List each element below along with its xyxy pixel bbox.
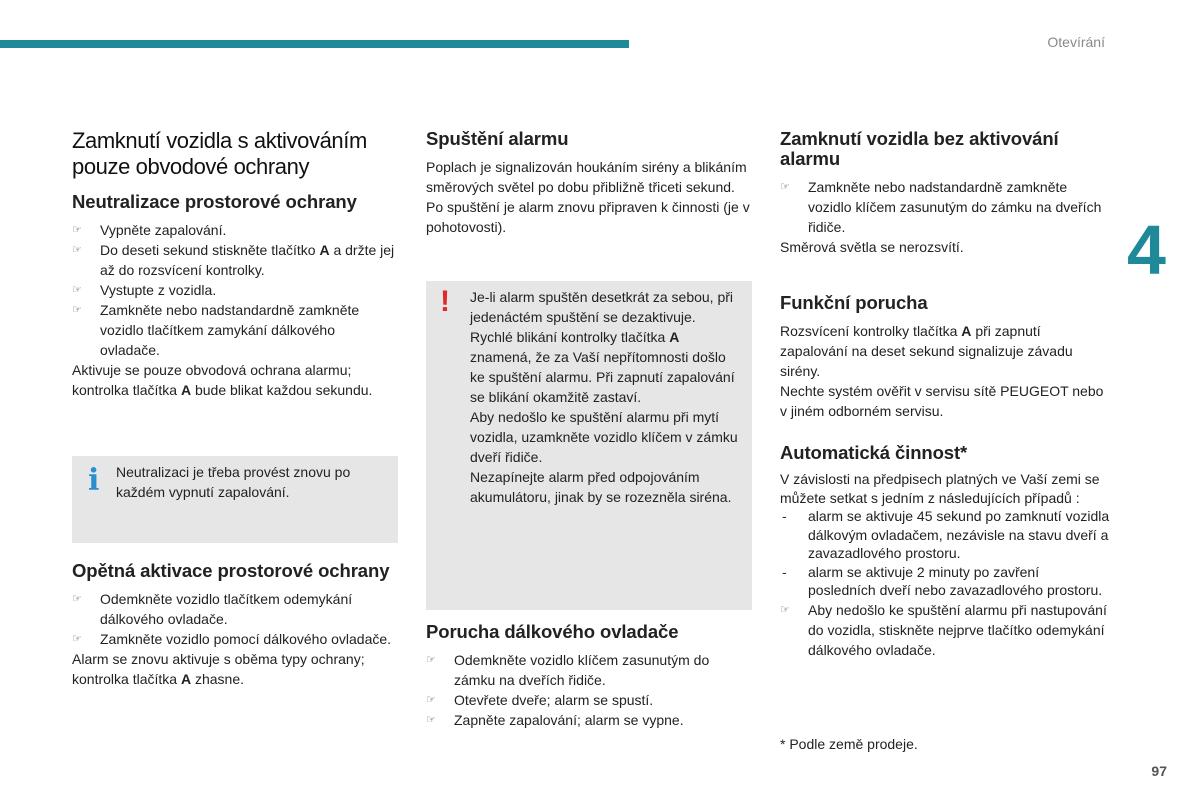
pointing-hand-icon: ☞ [426,714,436,726]
list-item: ☞ Vystupte z vozidla. [72,282,217,298]
dash-bullet: - [782,508,787,524]
page-title: Zamknutí vozidla s aktivováním pouze obvodové ochrany [72,128,367,179]
list-item: - alarm se aktivuje 45 sekund po zamknutí vozidla dálkovým ovladačem, nezávisle na stavu dveří a zavazadlového prostoru. [782,508,1110,561]
list-item: ☞ Zapněte zapalování; alarm se vypne. [426,712,684,728]
remote-fault-heading: Porucha dálkového ovladače [426,621,679,642]
malfunction-text-1: Rozsvícení kontrolky tlačítka A při zapnutí zapalování na deset sekund signalizuje závadu sirény. [780,323,1073,379]
pointing-hand-icon: ☞ [72,224,82,236]
list-item: ☞ Zamkněte nebo nadstandardně zamkněte vozidlo tlačítkem zamykání dálkového ovladače. [72,302,360,358]
list-item: ☞ Vypněte zapalování. [72,222,227,238]
automatic-intro: V závislosti na předpisech platných ve Vaší zemi se můžete setkat s jedním z následujících případů : [780,471,1100,506]
section-title: Otevírání [1047,34,1105,50]
pointing-hand-icon: ☞ [780,181,790,193]
list-item: ☞ Zamkněte nebo nadstandardně zamkněte vozidlo klíčem zasunutým do zámku na dveřích řidiče. [780,179,1102,235]
header-accent-bar [0,40,629,48]
alarm-trigger-text-2: Po spuštění je alarm znovu připraven k činnosti (je v pohotovosti). [426,199,750,235]
malfunction-heading: Funkční porucha [780,292,928,313]
chapter-number: 4 [1127,211,1166,289]
footnote: * Podle země prodeje. [780,736,918,752]
pointing-hand-icon: ☞ [426,694,436,706]
pointing-hand-icon: ☞ [426,654,436,666]
dash-bullet: - [782,563,787,580]
automatic-heading: Automatická činnost* [780,442,968,463]
pointing-hand-icon: ☞ [72,304,82,316]
neutralization-note: Aktivuje se pouze obvodová ochrana alarmu; kontrolka tlačítka A bude blikat každou sekundu. [72,362,373,398]
pointing-hand-icon: ☞ [72,633,82,645]
info-icon: i [88,463,100,498]
list-item: ☞ Otevřete dveře; alarm se spustí. [426,692,654,708]
info-box-text: Neutralizaci je třeba provést znovu po každém vypnutí zapalování. [116,464,351,500]
alarm-trigger-heading: Spuštění alarmu [426,128,569,149]
list-item: ☞ Aby nedošlo ke spuštění alarmu při nastupování do vozidla, stiskněte nejprve tlačítko odemykání dálkového ovladače. [780,601,1107,658]
neutralization-heading: Neutralizace prostorové ochrany [72,191,357,212]
warning-box-text: Je-li alarm spuštěn desetkrát za sebou, při jedenáctém spuštění se dezaktivuje. Rychlé blikání kontrolky tlačítka A znamená, že za Vaší nepřítomnosti došlo ke spuštění alarmu. Při zapnutí zapalování se blikání okamžitě zastaví. Aby nedošlo ke spuštění alarmu při mytí vozidla, uzamkněte vozidlo klíčem v zámku dveří řidiče. Nezapínejte alarm před odpojováním akumulátoru, jinak by se rozezněla siréna. [470,289,738,505]
list-item: ☞ Zamkněte vozidlo pomocí dálkového ovladače. [72,631,392,647]
neutralization-section [72,192,398,400]
remote-fault-section [426,622,752,730]
list-item: ☞ Odemkněte vozidlo tlačítkem odemykání dálkového ovladače. [72,591,353,627]
pointing-hand-icon: ☞ [72,284,82,296]
pointing-hand-icon: ☞ [72,244,82,256]
automatic-section [780,443,1110,660]
page-number: 97 [1151,763,1167,779]
lock-without-alarm-note: Směrová světla se nerozsvítí. [780,239,964,255]
warning-box [426,281,752,610]
lock-without-alarm-heading: Zamknutí vozidla bez aktivování alarmu [780,128,1059,169]
alarm-trigger-section [426,129,752,237]
pointing-hand-icon: ☞ [780,603,790,616]
list-item: ☞ Odemkněte vozidlo klíčem zasunutým do zámku na dveřích řidiče. [426,652,710,688]
reactivation-section [72,561,398,689]
info-box [72,456,398,543]
lock-without-alarm-section [780,129,1110,257]
pointing-hand-icon: ☞ [72,593,82,605]
warning-icon: ! [440,285,450,318]
list-item: - alarm se aktivuje 2 minuty po zavření posledních dveří nebo zavazadlového prostoru. [782,563,1103,598]
alarm-trigger-text-1: Poplach je signalizován houkáním sirény a blikáním směrových světel po dobu přibližně třiceti sekund. [426,159,747,195]
reactivation-heading: Opětná aktivace prostorové ochrany [72,560,390,581]
malfunction-text-2: Nechte systém ověřit v servisu sítě PEUGEOT nebo v jiném odborném servisu. [780,383,1104,419]
malfunction-section [780,293,1110,421]
list-item: ☞ Do deseti sekund stiskněte tlačítko A a držte jej až do rozsvícení kontrolky. [72,242,395,278]
reactivation-note: Alarm se znovu aktivuje s oběma typy ochrany; kontrolka tlačítka A zhasne. [72,651,365,687]
